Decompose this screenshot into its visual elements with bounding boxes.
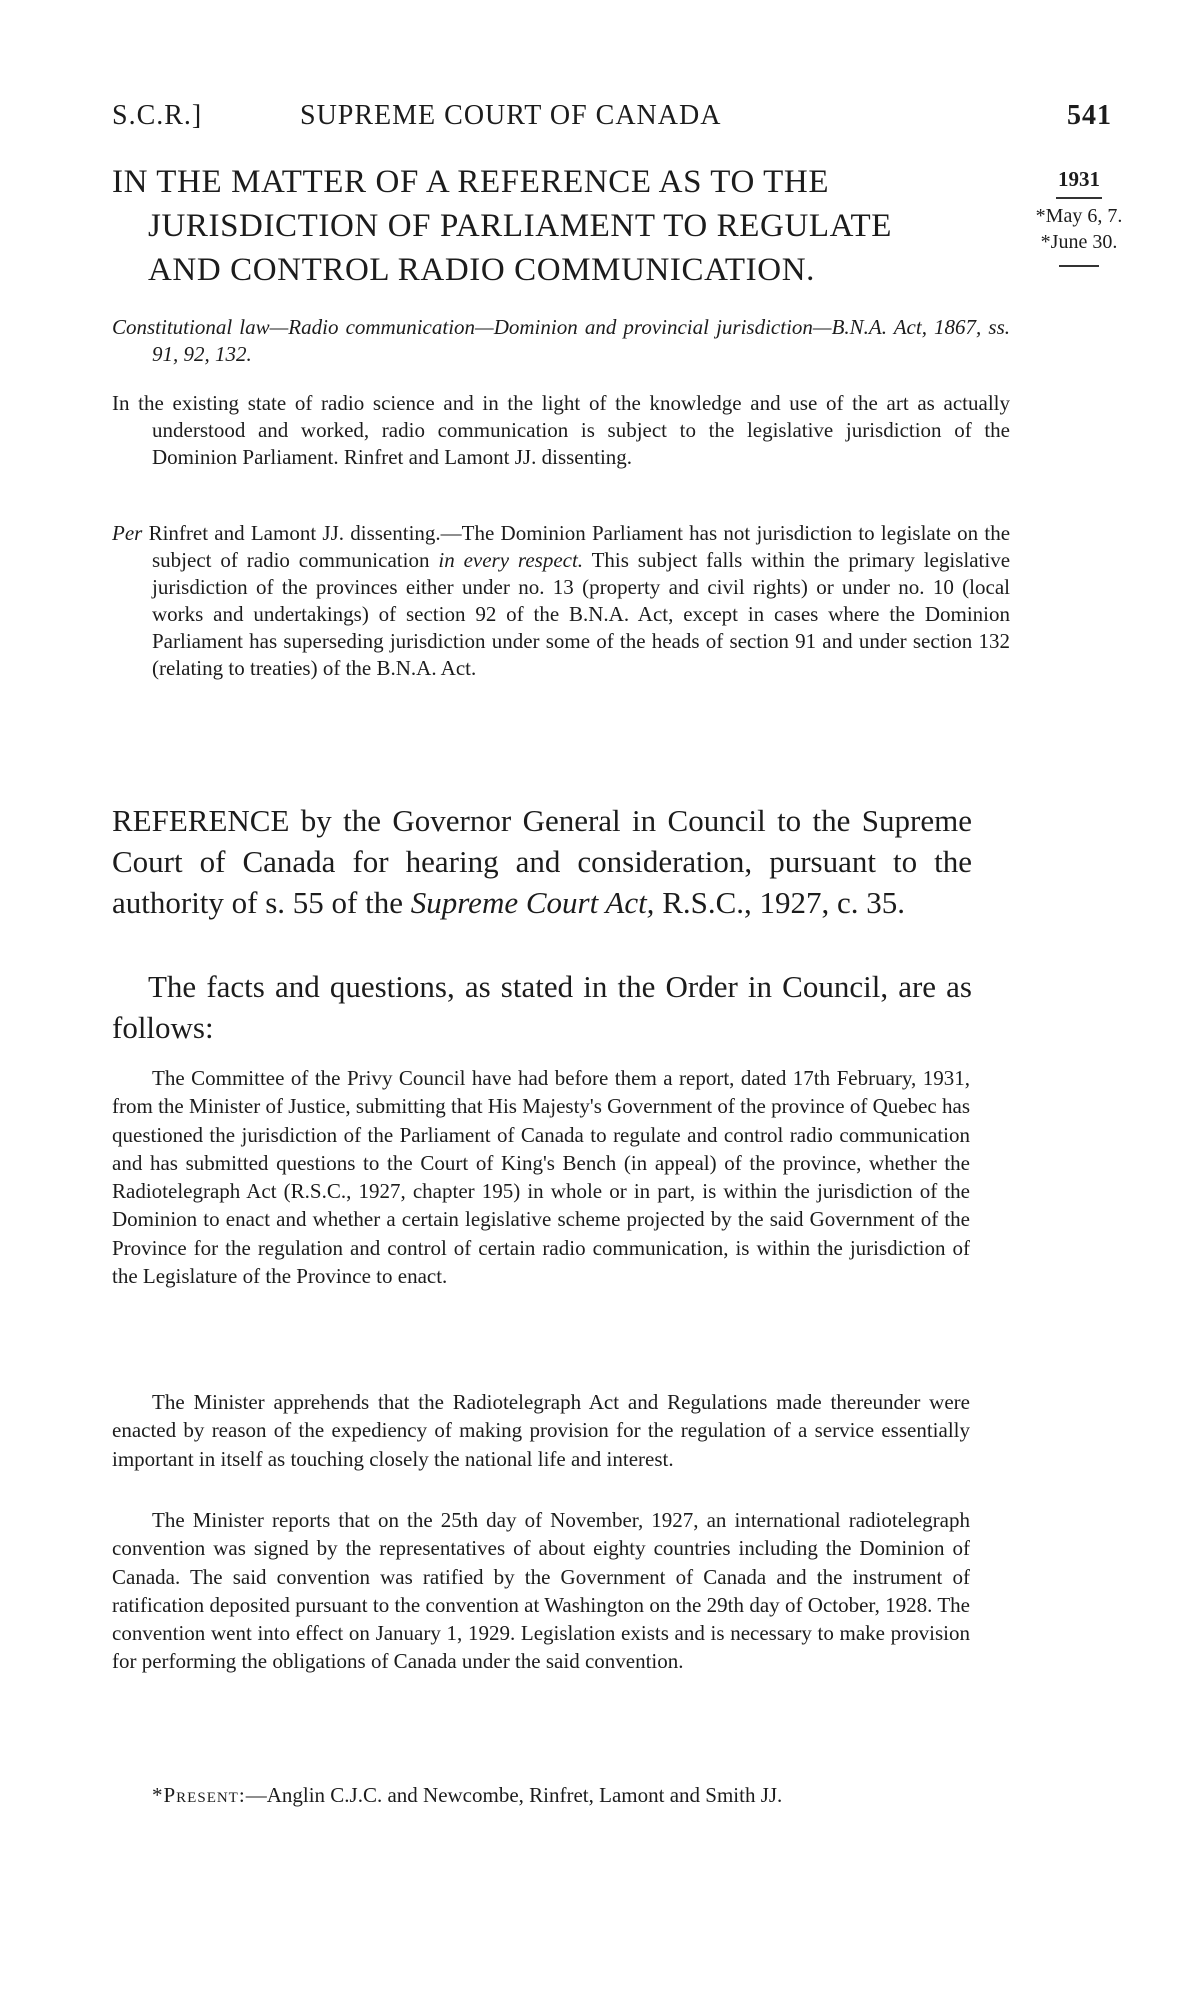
reference-act: Supreme Court Act, — [410, 885, 655, 920]
case-title-line-3: AND CONTROL RADIO COMMUNICATION. — [148, 252, 815, 288]
order-paragraph: The Minister reports that on the 25th day of November, 1927, an international radiotelegraph convention was signed by the representatives of about eighty countries including the Dominion of Canada. The said convention was ratified by the Government of Canada and the instrument of ratification deposited pursuant to the convention at Washington on the 29th day of October, 1928. The convention went into effect on January 1, 1929. Legislation exists and is necessary to make provision for performing the obligations of Canada under the said convention. — [112, 1508, 970, 1674]
headnote-holding: In the existing state of radio science and in the light of the knowledge and use of the art as actually understood and worked, radio communication is subject to the legislative jurisdiction of the Dominion Parliament. Rinfret and Lamont JJ. dissenting. — [112, 391, 1010, 469]
order-paragraph: The Minister apprehends that the Radiotelegraph Act and Regulations made thereunder were enacted by reason of the expediency of making provision for the regulation of a service essentially important in itself as touching closely the national life and interest. — [112, 1390, 970, 1471]
facts-intro: The facts and questions, as stated in the Order in Council, are as follows: — [112, 969, 972, 1045]
hearing-dates: *May 6, 7. — [1035, 205, 1123, 227]
running-head — [112, 100, 1112, 140]
page-number: 541 — [1067, 100, 1112, 131]
case-title-line-2: JURISDICTION OF PARLIAMENT TO REGULATE — [148, 208, 892, 244]
reference-citation: R.S.C., 1927, c. 35. — [662, 885, 906, 920]
headnote-catchwords: Constitutional law—Radio communication—Dominion and provincial jurisdiction—B.N.A. Act, 1867, ss. 91, 92, 132. — [112, 315, 1010, 366]
case-title-line-1: IN THE MATTER OF A REFERENCE AS TO THE — [112, 164, 830, 200]
reference-paragraph — [112, 800, 972, 923]
order-paragraph: The Committee of the Privy Council have had before them a report, dated 17th February, 1931, from the Minister of Justice, submitting that His Majesty's Government of the province of Quebec has questioned the jurisdiction of the Parliament of Canada to regulate and control radio communication and has submitted questions to the Court of King's Bench (in appeal) of the province, whether the Radiotelegraph Act (R.S.C., 1927, chapter 195) in whole or in part, is within the jurisdiction of the Dominion to enact and whether a certain legislative scheme projected by the said Government of the Province for the regulation and control of certain radio communication, is within the jurisdiction of the Legislature of the Province to enact. — [112, 1066, 970, 1289]
margin-rule — [1056, 197, 1102, 199]
reference-text: REFERENCE by the Governor General in Council to the Supreme Court of Canada for hearing and consideration, pursuant to the authority of s. 55 of the — [112, 803, 972, 920]
footnote — [112, 1780, 970, 1810]
dissent-text-2: This subject falls within the primary legislative jurisdiction of the provinces either under no. 13 (property and civil rights) or under no. 10 (local works and undertakings) of section 92 of the B.N.A. Act, except in cases where the Dominion Parliament has superseding jurisdiction under some of the heads of section 91 and under section 132 (relating to treaties) of the B.N.A. Act. — [152, 548, 1011, 680]
court-name: SUPREME COURT OF CANADA — [300, 100, 722, 131]
footnote-text: —Anglin C.J.C. and Newcombe, Rinfret, Lamont and Smith JJ. — [245, 1783, 783, 1807]
headnote-dissent — [112, 520, 1010, 682]
margin-dates — [1026, 166, 1132, 271]
margin-year: 1931 — [1058, 167, 1100, 191]
footnote-mark: *Present: — [152, 1783, 246, 1807]
judgment-date: *June 30. — [1040, 231, 1118, 253]
report-abbreviation: S.C.R.] — [112, 100, 203, 131]
margin-rule-bottom — [1059, 265, 1099, 267]
dissent-text-1: Rinfret and Lamont JJ. dissenting.—The Dominion Parliament has not jurisdiction to legislate on the subject of radio communication — [148, 521, 1011, 572]
dissent-italic: in every respect. — [438, 548, 584, 572]
case-title — [112, 160, 992, 292]
dissent-prefix: Per — [112, 521, 143, 545]
